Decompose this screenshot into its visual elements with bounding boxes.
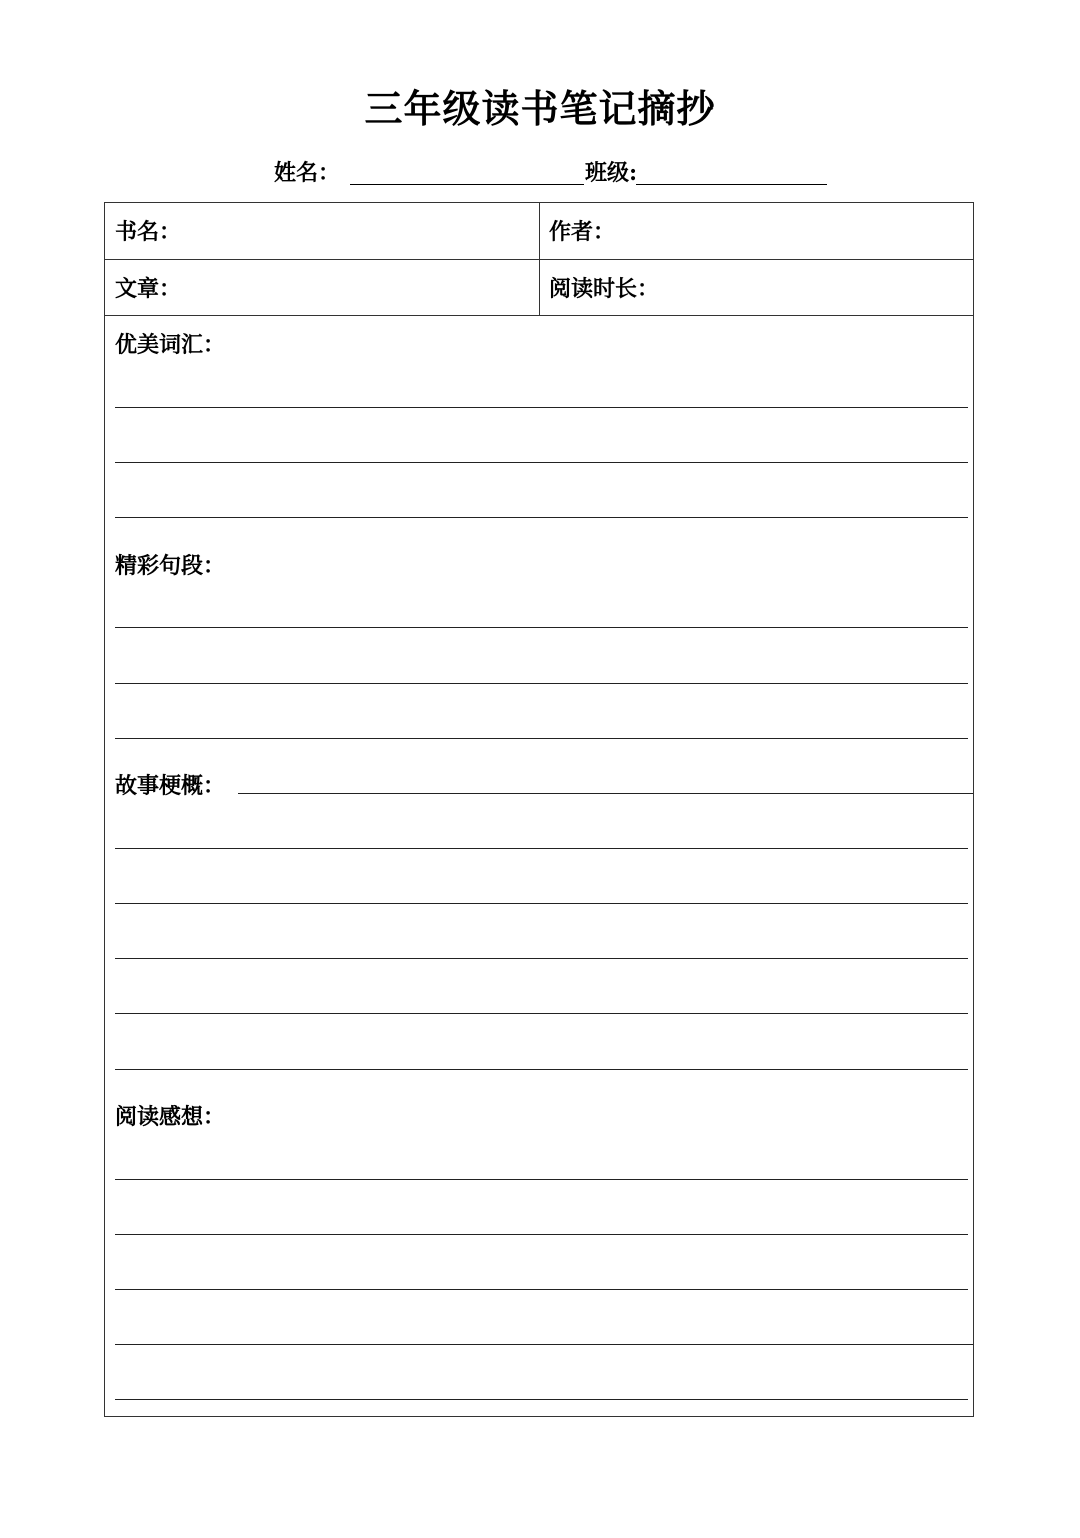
class-label: 班级:	[585, 160, 638, 186]
name-label: 姓名：	[274, 160, 341, 186]
summary-line[interactable]	[115, 903, 968, 904]
reflection-line[interactable]	[115, 1289, 968, 1290]
sentences-line[interactable]	[115, 738, 968, 739]
vocabulary-label: 优美词汇：	[115, 332, 226, 358]
name-field[interactable]	[350, 184, 584, 185]
summary-line[interactable]	[115, 848, 968, 849]
reading-time-field[interactable]	[661, 265, 965, 311]
vocabulary-line[interactable]	[115, 517, 968, 518]
article-field[interactable]	[185, 265, 531, 311]
author-field[interactable]	[619, 209, 965, 255]
page-title: 三年级读书笔记摘抄	[364, 86, 716, 131]
reflection-line[interactable]	[115, 1234, 968, 1235]
reflection-label: 阅读感想：	[115, 1104, 226, 1130]
reflection-line[interactable]	[115, 1399, 968, 1400]
sentences-label: 精彩句段：	[115, 553, 226, 579]
sentences-line[interactable]	[115, 683, 968, 684]
summary-line[interactable]	[115, 1013, 968, 1014]
table-divider	[105, 315, 973, 316]
reflection-line[interactable]	[115, 1344, 973, 1345]
summary-inline-line[interactable]	[238, 793, 973, 794]
book-name-field[interactable]	[185, 209, 531, 255]
vocabulary-line[interactable]	[115, 462, 968, 463]
class-field[interactable]	[636, 184, 827, 185]
author-label: 作者：	[549, 219, 616, 245]
summary-line[interactable]	[115, 958, 968, 959]
sentences-line[interactable]	[115, 627, 968, 628]
summary-line[interactable]	[115, 1069, 968, 1070]
student-info-row	[0, 156, 1080, 192]
vocabulary-line[interactable]	[115, 407, 968, 408]
book-name-label: 书名：	[115, 219, 182, 245]
table-column-divider	[539, 203, 540, 315]
article-label: 文章：	[115, 276, 182, 302]
summary-label: 故事梗概：	[115, 773, 226, 799]
reflection-line[interactable]	[115, 1179, 968, 1180]
reading-notes-sheet	[104, 202, 974, 1417]
reading-time-label: 阅读时长：	[549, 276, 660, 302]
